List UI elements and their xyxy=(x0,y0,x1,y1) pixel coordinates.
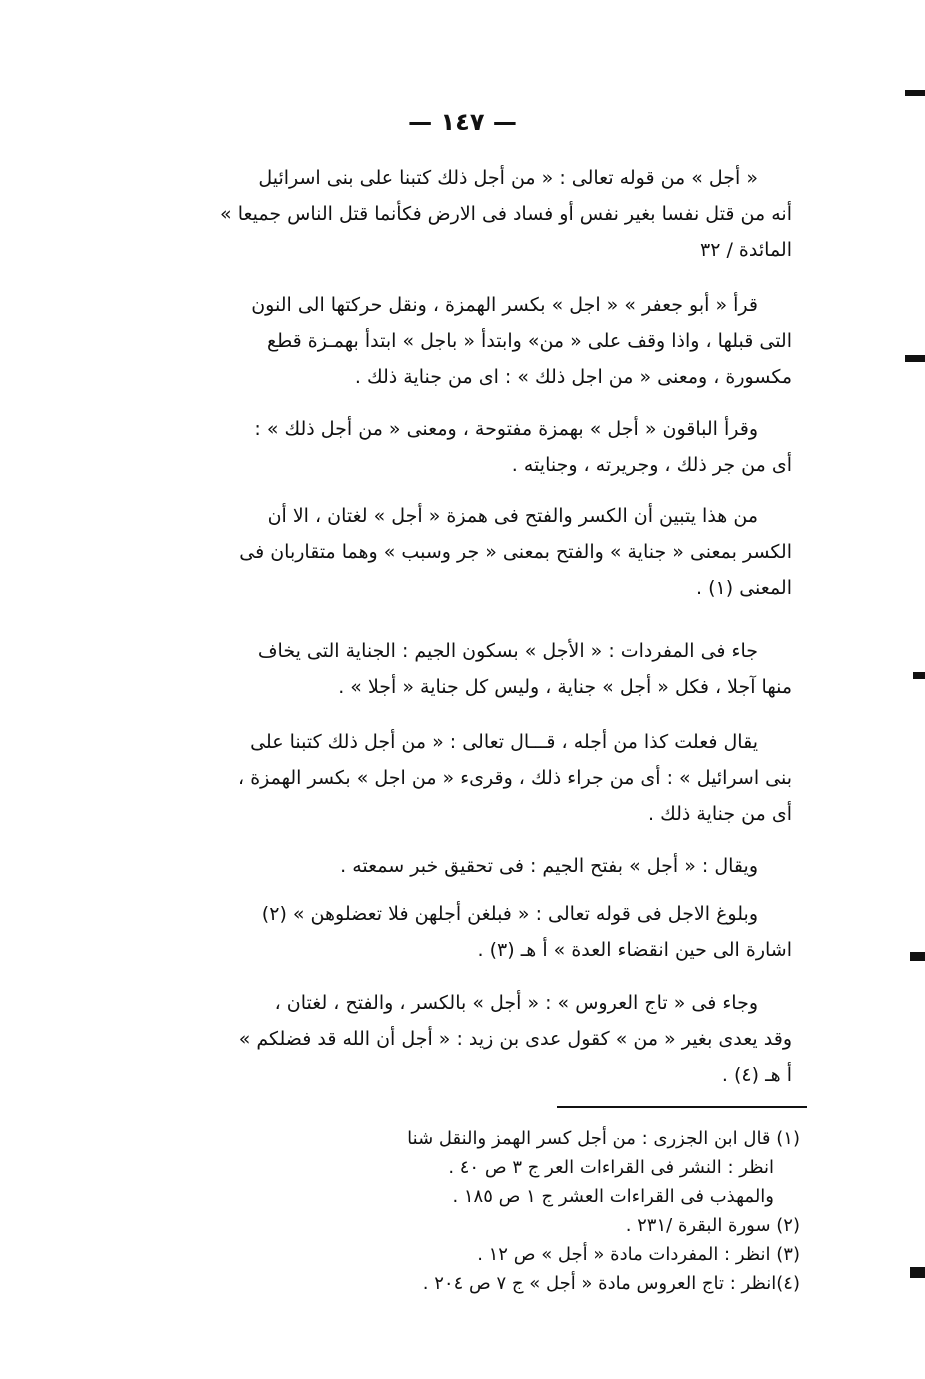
paragraph-taj-al-arus xyxy=(122,985,792,1093)
text-line: أ هـ (٤) . xyxy=(721,1064,792,1086)
paragraph-ajl-verse xyxy=(122,160,792,268)
paragraph-bulugh-ajal xyxy=(122,896,792,968)
scan-edge-mark xyxy=(905,355,925,362)
footnotes xyxy=(260,1124,800,1298)
text-line: جاء فى المفردات : « الأجل » بسكون الجيم : الجناية التى يخاف xyxy=(257,640,758,662)
text-line: المعنى (١) . xyxy=(696,577,792,599)
footnote-line: (٣) انظر : المفردات مادة « أجل » ص ١٢ . xyxy=(477,1244,800,1265)
paragraph-usage xyxy=(122,724,792,832)
footnote-line: انظر : النشر فى القراءات العر ج ٣ ص ٤٠ . xyxy=(448,1157,774,1178)
text-line: ويقال : « أجل » بفتح الجيم : فى تحقيق خبر سمعته . xyxy=(340,855,758,877)
text-line: أى من جر ذلك ، وجريرته ، وجنايته . xyxy=(511,454,792,476)
footnote-line: والمهذب فى القراءات العشر ج ١ ص ١٨٥ . xyxy=(452,1186,774,1207)
text-line: التى قبلها ، واذا وقف على « من» وابتدأ « باجل » ابتدأ بهمـزة قطع xyxy=(266,330,792,352)
scan-edge-mark xyxy=(910,952,925,961)
scan-edge-mark xyxy=(905,90,925,96)
text-line: اشارة الى حين انقضاء العدة » أ هـ (٣) . xyxy=(477,939,792,961)
text-line: وبلوغ الاجل فى قوله تعالى : « فبلغن أجلهن فلا تعضلوهن » (٢) xyxy=(261,903,758,925)
text-line: وقد يعدى بغير « من » كقول عدى بن زيد : « أجل أن الله قد فضلكم » xyxy=(238,1028,792,1050)
text-line: مكسورة ، ومعنى « من اجل ذلك » : اى من جناية ذلك . xyxy=(354,366,792,388)
scan-edge-mark xyxy=(910,1267,925,1278)
footnote-line: (٢) سورة البقرة /٢٣١ . xyxy=(625,1215,800,1236)
paragraph-two-dialects xyxy=(122,498,792,606)
text-line: المائدة / ٣٢ xyxy=(700,239,792,261)
text-line: الكسر بمعنى « جناية » والفتح بمعنى « جر وسبب » وهما متقاربان فى xyxy=(239,541,792,563)
text-line: بنى اسرائيل » : أى من جراء ذلك ، وقرىء « من اجل » بكسر الهمزة ، xyxy=(238,767,792,789)
text-line: « أجل » من قوله تعالى : « من أجل ذلك كتبنا على بنى اسرائيل xyxy=(258,167,758,189)
text-line: من هذا يتبين أن الكسر والفتح فى همزة « أجل » لغتان ، الا أن xyxy=(267,505,758,527)
scan-edge-mark xyxy=(913,672,925,679)
text-line: قرأ « أبو جعفر » « اجل » بكسر الهمزة ، ونقل حركتها الى النون xyxy=(251,294,758,316)
footnote-line: (٤)انظر : تاج العروس مادة « أجل » ج ٧ ص ٢٠٤ . xyxy=(422,1273,800,1294)
page-number: — ١٤٧ — xyxy=(408,108,517,136)
text-line: أى من جناية ذلك . xyxy=(648,803,792,825)
text-line: منها آجلا ، فكل « أجل » جناية ، وليس كل جناية « أجلا » . xyxy=(338,676,792,698)
footnote-separator xyxy=(557,1106,807,1108)
paragraph-mufradat xyxy=(122,633,792,705)
text-line: وقرأ الباقون « أجل » بهمزة مفتوحة ، ومعنى « من أجل ذلك » : xyxy=(254,418,758,440)
text-line: أنه من قتل نفسا بغير نفس أو فساد فى الارض فكأنما قتل الناس جميعا » xyxy=(220,203,792,225)
paragraph-fath-meaning xyxy=(122,848,792,884)
text-line: وجاء فى « تاج العروس » : « أجل » بالكسر ، والفتح ، لغتان ، xyxy=(274,992,758,1014)
footnote-line: (١) قال ابن الجزرى : من أجل كسر الهمز والنقل شنا xyxy=(407,1128,800,1149)
text-line: يقال فعلت كذا من أجله ، قـــال تعالى : « من أجل ذلك كتبنا على xyxy=(250,731,758,753)
paragraph-others-reading xyxy=(122,411,792,483)
paragraph-abu-jafar-reading xyxy=(122,287,792,395)
